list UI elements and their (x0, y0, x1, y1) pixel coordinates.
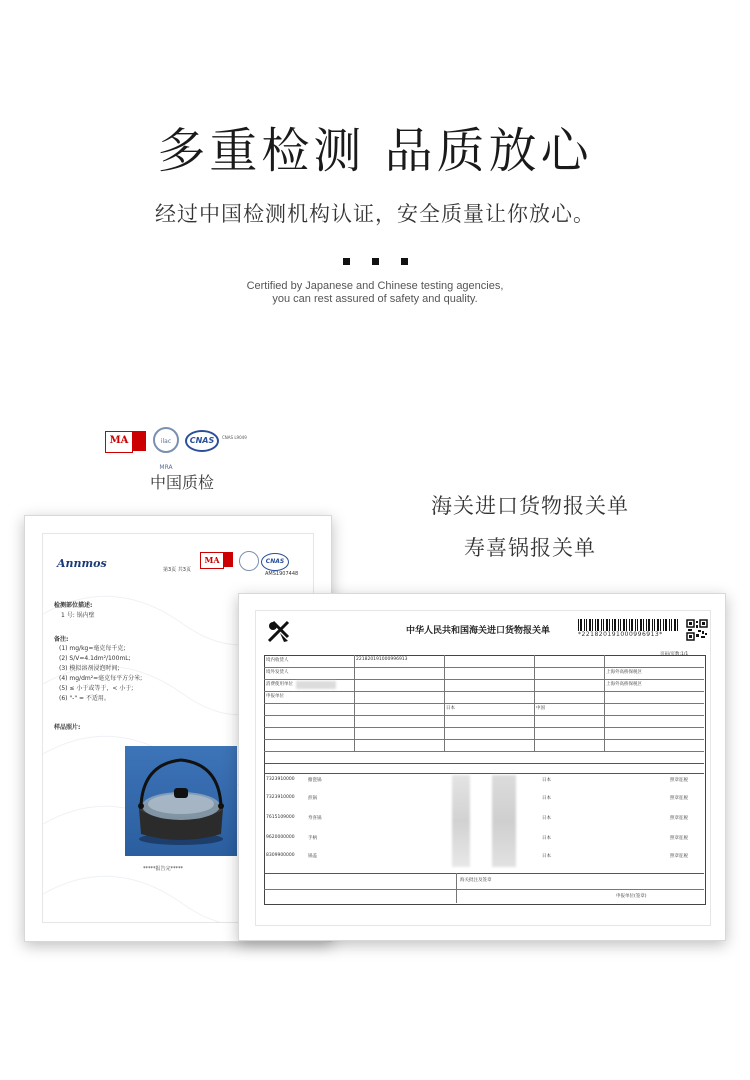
ma-logo: MA (105, 431, 133, 453)
report-number: AMS1907448 (265, 571, 299, 577)
item-name: 煎锅 (308, 796, 317, 801)
note-item: (1) mg/kg=毫克每千克; (59, 645, 126, 652)
report-page-info: 第3页 共3页 (163, 567, 191, 573)
cnas-logo-sub: CNAS L9049 (222, 435, 247, 440)
item-origin: 日本 (542, 854, 551, 859)
customs-form-paper (255, 610, 711, 926)
test-part-item: 1 号: 锅内壁 (61, 612, 95, 619)
destination-country: 中国 (536, 706, 545, 711)
item-duty: 照章征税 (670, 854, 688, 859)
cnas-logo: CNAS (185, 430, 219, 452)
sample-photo-heading: 样品照片: (54, 724, 81, 731)
redacted-field (296, 681, 336, 689)
item-origin: 日本 (542, 836, 551, 841)
customs-emblem-icon (266, 619, 292, 645)
report-ma-logo: MA (200, 552, 224, 569)
divider-dots (0, 250, 750, 269)
item-name: 搪瓷锅 (308, 778, 322, 783)
item-duty: 照章征税 (670, 836, 688, 841)
item-origin: 日本 (542, 778, 551, 783)
sample-photo (125, 746, 237, 856)
barcode-icon (578, 619, 682, 631)
certification-logos (105, 427, 255, 471)
redacted-column (492, 775, 516, 867)
item-origin: 日本 (542, 816, 551, 821)
item-duty: 照章征税 (670, 778, 688, 783)
english-description (0, 280, 750, 306)
customs-caption-2: 寿喜锅报关单 (464, 536, 596, 560)
item-name: 手柄 (308, 836, 317, 841)
report-end-mark: *****报告完***** (143, 866, 184, 872)
label-consumer: 消费使用单位 (266, 682, 293, 687)
notes-heading: 备注: (54, 636, 69, 643)
item-code: 7323910000 (266, 795, 295, 800)
item-code: 9620000000 (266, 835, 295, 840)
barcode-text: *221820191000996913* (578, 631, 663, 638)
declarant-seal-label: 申报单位(签章) (616, 894, 647, 899)
item-name: 锅盖 (308, 854, 317, 859)
label-consignor: 境外发货人 (266, 670, 289, 675)
item-origin: 日本 (542, 796, 551, 801)
customs-form-frame (238, 593, 726, 941)
note-item: (2) S/V=4.1dm²/100mL; (59, 655, 131, 662)
china-quality-caption: 中国质检 (150, 473, 215, 492)
port-1: 上海外高桥保税区 (606, 670, 642, 675)
qr-code-icon (686, 619, 708, 641)
customs-form-title: 中华人民共和国海关进口货物报关单 (406, 626, 551, 636)
origin-country: 日本 (446, 706, 455, 711)
note-item: (5) ≤ 小于或等于，< 小于; (59, 685, 134, 692)
page-subtitle: 经过中国检测机构认证，安全质量让你放心。 (155, 202, 595, 226)
item-duty: 照章征税 (670, 816, 688, 821)
report-cnas-logo: CNAS (261, 553, 289, 571)
page-count: 页码/页数:1/1 (660, 652, 689, 657)
item-code: 7323910000 (266, 777, 295, 782)
pot-icon (125, 746, 237, 856)
label-declarant: 申报单位 (266, 694, 284, 699)
entry-number: 221820191000996913 (356, 657, 408, 662)
report-ma-stripe (223, 552, 233, 567)
note-item: (4) mg/dm²=毫克每平方分米; (59, 675, 143, 682)
test-part-heading: 检测部位描述: (54, 602, 93, 609)
customs-annotation-label: 海关批注及签章 (460, 878, 492, 883)
customs-form-grid (264, 655, 706, 905)
item-duty: 照章征税 (670, 796, 688, 801)
item-name: 寿喜锅 (308, 816, 322, 821)
english-line-2: you can rest assured of safety and quality. (272, 293, 478, 305)
note-item: (6) "-" = 不适用。 (59, 695, 110, 702)
port-2: 上海外高桥保税区 (606, 682, 642, 687)
item-code: 7615109000 (266, 815, 295, 820)
customs-caption-1: 海关进口货物报关单 (431, 494, 629, 518)
redacted-column (452, 775, 470, 867)
ma-logo-stripe (132, 431, 146, 451)
english-line-1: Certified by Japanese and Chinese testing agencies, (246, 280, 504, 292)
label-consignee: 境内收货人 (266, 658, 289, 663)
page-title: 多重检测 品质放心 (157, 123, 593, 179)
note-item: (3) 模拟溶剂浸泡时间; (59, 665, 120, 672)
notes-list (59, 644, 142, 704)
ilac-mra-logo: ilac MRA (153, 427, 179, 453)
item-code: 8309900000 (266, 853, 295, 858)
report-ilac-logo (239, 551, 259, 571)
annmos-brand-logo: Annmos (57, 557, 107, 570)
